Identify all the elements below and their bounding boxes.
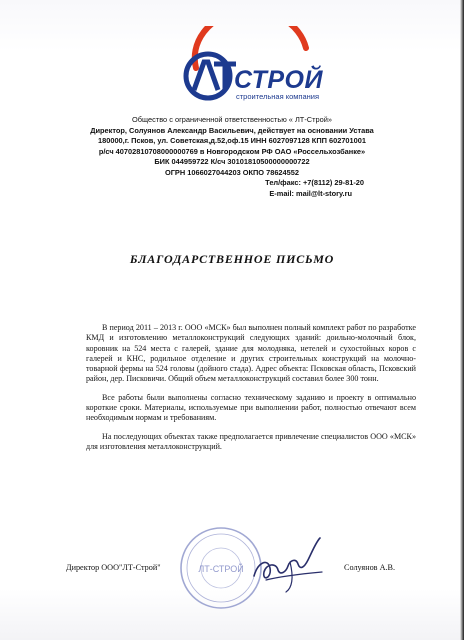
requisites-company-name: Общество с ограниченной ответственностью « ЛТ-Строй» [132,115,332,124]
scan-edge [460,0,464,640]
requisites-director: Директор, Солуянов Александр Васильевич, действует на основании Устава [90,125,374,135]
svg-text:ЛТ-СТРОЙ: ЛТ-СТРОЙ [198,564,244,574]
requisites-phone: Тел/факс: +7(8112) 29-81-20 [265,178,364,187]
requisites-bank-account: р/сч 40702810708000000769 в Новгородском РФ ОАО «Россельхозбанке» [98,146,366,156]
logo-tagline: строительная компания [236,92,320,101]
body-paragraph-1: В период 2011 – 2013 г. ООО «МСК» был выполнен полный комплект работ по разработке КМД и изготовлению металлоконструкций следующих зданий: доильно-молочный блок, коровник на 524 места с галерей, здание для молодняка, нетелей и сухостойных коров с галерей и КНС, родильное отделение и других строительных конструкций на молочно-товарной фермы на 524 головы (дойного стада). Адрес объекта: Псковская область, Псковский район, дер. Писковичи. Общий объем металлоконструкций составил более 300 тонн. [86,323,416,384]
letter-title: БЛАГОДАРСТВЕННОЕ ПИСЬМО [129,252,335,266]
requisites-email: E-mail: mail@lt-story.ru [269,188,352,198]
body-paragraph-2: Все работы были выполнены согласно техническому заданию и проекту в оптимально короткие сроки. Материалы, используемые при выполнении работ, полностью отвечают всем необходимым нормам и требованиям. [86,392,416,423]
logo-wordmark: СТРОЙ [234,66,323,94]
signatory-name: Солуянов А.В. [344,563,396,572]
handwritten-signature [246,532,330,596]
body-paragraph-3: На последующих объектах также предполагается привлечение специалистов ООО «МСК» для изготовления металлоконструкций. [86,431,416,451]
requisites-address: 180000,г. Псков, ул. Советская,д.52,оф.15 ИНН 6027097128 КПП 602701001 [98,136,366,145]
signatory-role: Директор ООО"ЛТ-Строй" [66,563,161,572]
requisites-ogrn: ОГРН 1066027044203 ОКПО 78624552 [164,167,299,177]
requisites-bik: БИК 044959722 К/сч 30101810500000000722 [154,157,310,166]
company-requisites [60,115,404,199]
letter-body [86,323,416,460]
